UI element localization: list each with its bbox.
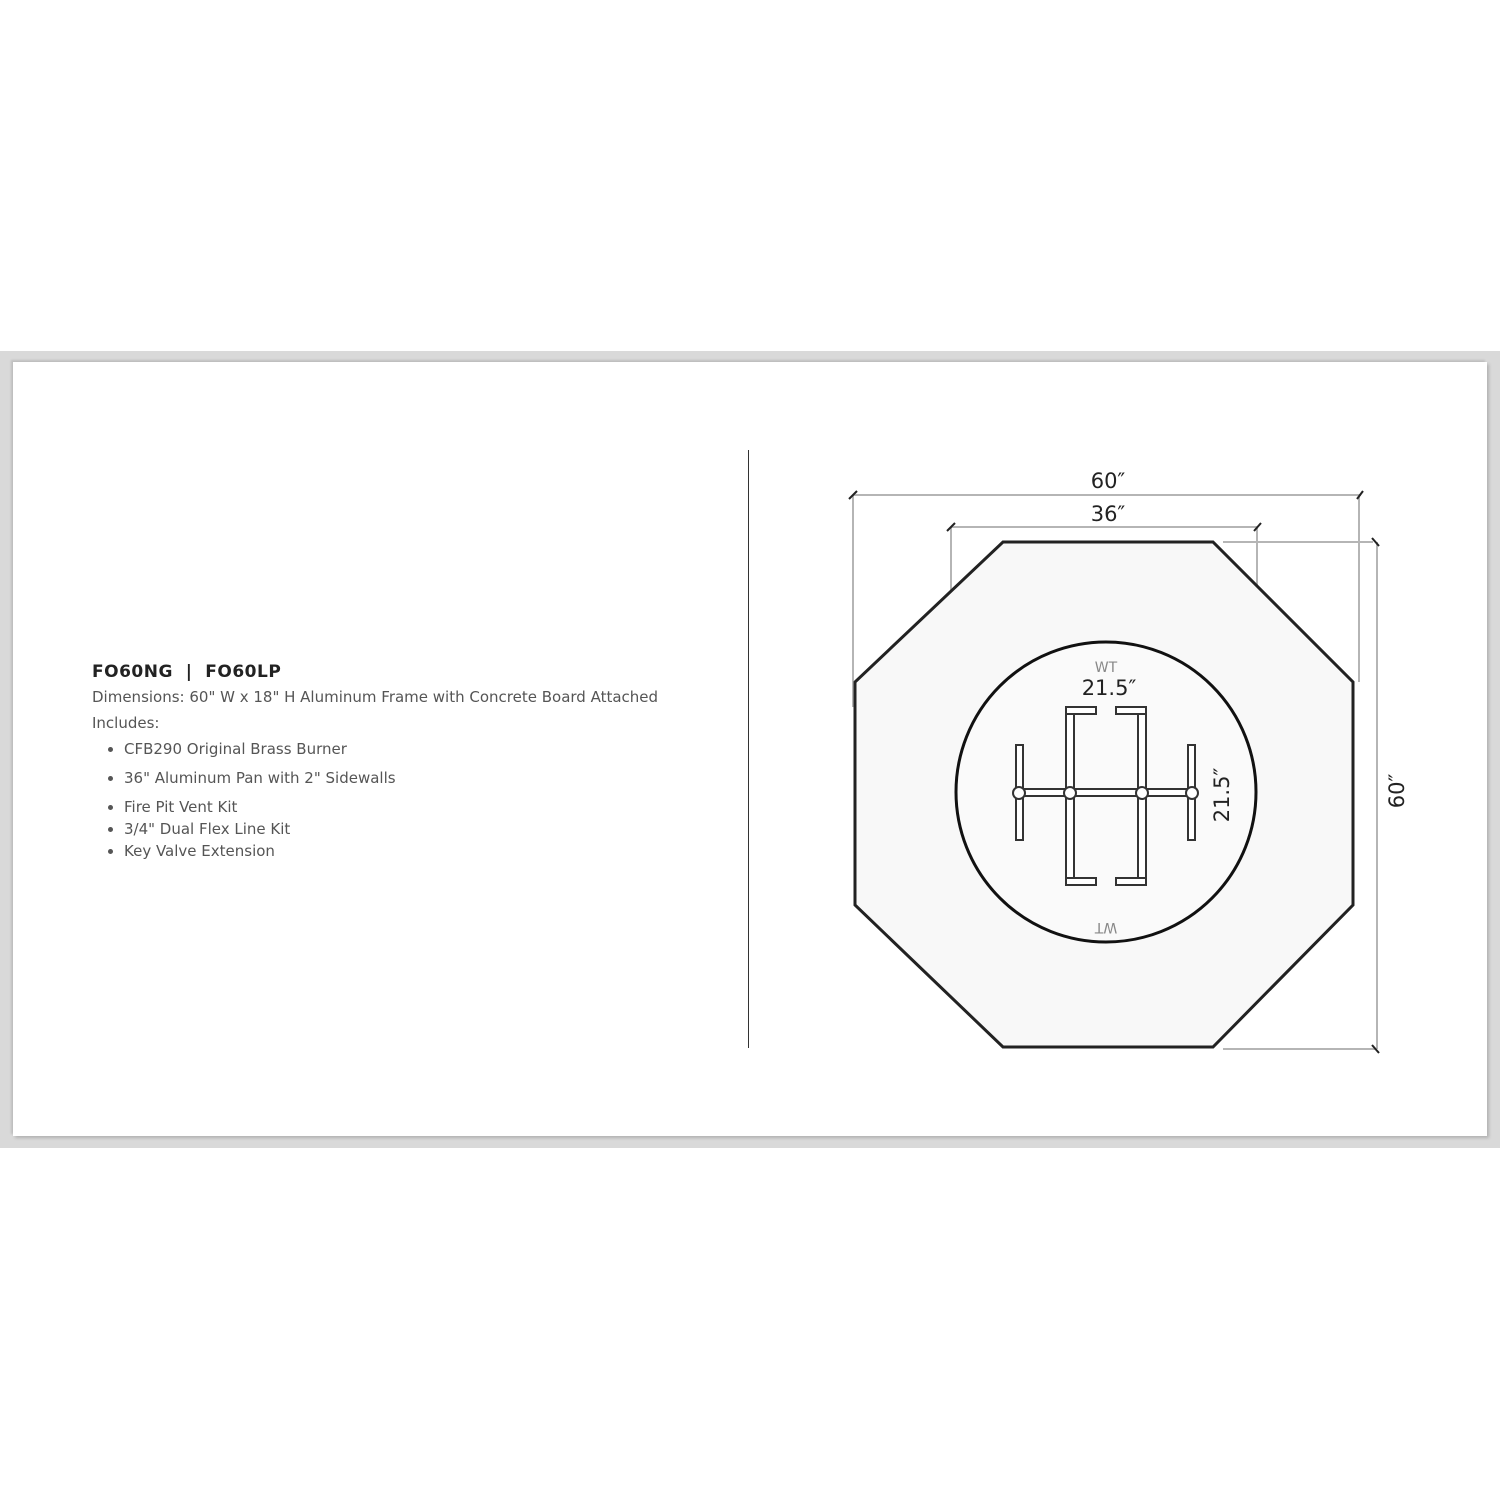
spec-sheet-card bbox=[13, 362, 1487, 1136]
spec-block bbox=[92, 662, 658, 864]
list-item: • CFB290 Original Brass Burner bbox=[124, 740, 658, 758]
list-item: • 36" Aluminum Pan with 2" Sidewalls bbox=[124, 769, 658, 787]
top-view-diagram bbox=[813, 457, 1433, 1077]
logo-top: WT bbox=[1094, 660, 1118, 676]
overall-depth-label: 60″ bbox=[1385, 773, 1409, 809]
includes-list bbox=[92, 740, 658, 860]
image-frame bbox=[0, 351, 1500, 1148]
vertical-divider bbox=[748, 450, 749, 1048]
overall-width-label: 60″ bbox=[1090, 469, 1126, 493]
model-title: FO60NG | FO60LP bbox=[92, 662, 282, 682]
burner-depth-label: 21.5″ bbox=[1210, 767, 1234, 823]
dimensions-text: Dimensions: 60" W x 18" H Aluminum Frame with Concrete Board Attached bbox=[92, 688, 659, 706]
logo-bottom: WT bbox=[1094, 919, 1118, 935]
list-item: • 3/4" Dual Flex Line Kit bbox=[124, 820, 658, 838]
list-item: • Fire Pit Vent Kit bbox=[124, 798, 658, 816]
includes-label: Includes: bbox=[92, 714, 160, 732]
pan-width-label: 36″ bbox=[1090, 502, 1126, 526]
list-item: • Key Valve Extension bbox=[124, 842, 658, 860]
burner-width-label: 21.5″ bbox=[1081, 676, 1137, 700]
fire-pit-drawing bbox=[813, 457, 1433, 1081]
